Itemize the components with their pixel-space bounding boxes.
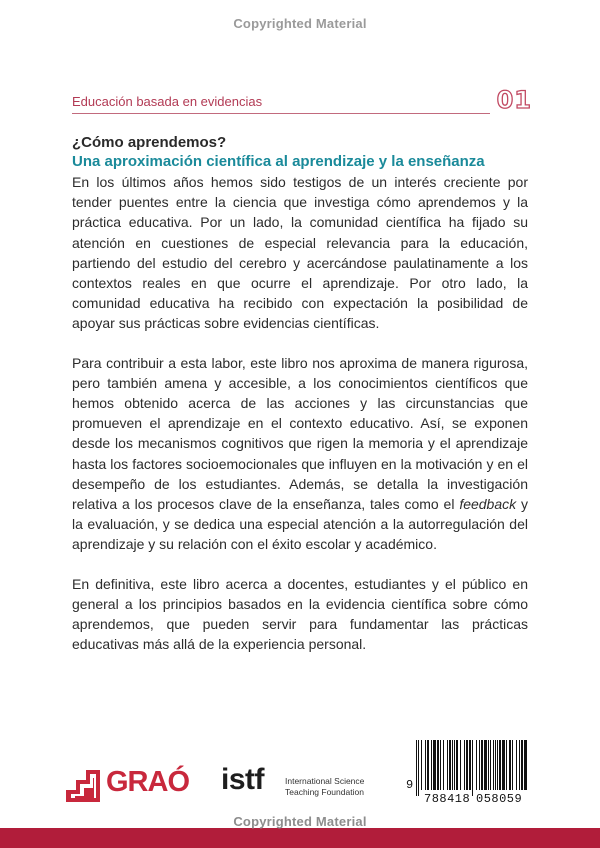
barcode-bar (427, 740, 429, 790)
barcode-bar (440, 740, 441, 790)
barcode-bar (460, 740, 461, 790)
barcode-bar (425, 740, 426, 790)
barcode-bar (464, 740, 465, 790)
barcode-bar (421, 740, 422, 790)
barcode-bar (437, 740, 439, 790)
barcode-bar (524, 740, 527, 790)
barcode-bar (509, 740, 511, 790)
barcode-bar (449, 740, 451, 790)
barcode-bar (519, 740, 520, 790)
header-divider (72, 113, 490, 114)
barcode-bar (490, 740, 491, 790)
paragraph-2 (72, 353, 528, 555)
barcode-bar (452, 740, 453, 790)
barcode-bar (456, 740, 458, 790)
footer-color-band (0, 828, 600, 848)
paragraph-2-part-b: y la evaluación, y se dedica una especial atención a la autorregulación del aprendizaje y su relación con el éxito escolar y académico. (72, 496, 528, 553)
isbn-group-1: 788418 (424, 792, 471, 806)
barcode-bar (497, 740, 498, 790)
grao-stairs-icon (66, 768, 102, 802)
istf-logo (221, 763, 371, 806)
isbn-lead-digit: 9 (406, 778, 414, 792)
barcode-bar (454, 740, 455, 790)
book-subtitle: Una aproximación científica al aprendizaje y la enseñanza (72, 153, 485, 170)
barcode-bar (469, 740, 471, 790)
volume-number: 01 (496, 86, 532, 114)
barcode-bar (493, 740, 494, 790)
istf-name-line-1: International Science (285, 776, 365, 786)
barcode-bar (499, 740, 501, 790)
barcode-bar (479, 740, 480, 790)
istf-name-line-2: Teaching Foundation (285, 787, 364, 797)
series-title: Educación basada en evidencias (72, 94, 263, 109)
barcode-bar (433, 740, 436, 790)
istf-full-name (285, 776, 375, 798)
isbn-barcode (406, 740, 532, 812)
barcode-bars (416, 740, 530, 796)
istf-short-name: istf (221, 763, 264, 796)
feedback-term: feedback (459, 496, 517, 513)
barcode-bar (488, 740, 489, 790)
barcode-bar (447, 740, 448, 790)
publisher-name: GRAÓ (106, 766, 189, 798)
isbn-group-2: 058059 (476, 792, 523, 806)
paragraph-2-part-a: Para contribuir a esta labor, este libro nos aproxima de manera rigurosa, pero también amena y accesible, a los conocimientos científicos que hemos obtenido acerca de las acciones y las circunstancias que promueven el aprendizaje en el contexto educativo. Así, se exponen desde los mecanismos cognitivos que rigen la memoria y el aprendizaje hasta los factores socioemocionales que influyen en la motivación y en el desempeño de los estudiantes. Además, se detalla la investigación relativa a los procesos clave de la enseñanza, tales como el (72, 354, 528, 513)
barcode-bar (418, 740, 419, 796)
barcode-bar (431, 740, 432, 790)
barcode-bar (512, 740, 513, 790)
grao-logo (66, 764, 189, 804)
barcode-bar (416, 740, 417, 796)
barcode-bar (506, 740, 507, 790)
barcode-bar (521, 740, 523, 790)
barcode-bar (443, 740, 444, 790)
paragraph-1: En los últimos años hemos sido testigos de un interés creciente por tender puentes entre la ciencia que investiga cómo aprendemos y la práctica educativa. Por un lado, la comunidad científica ha fijado su atención en cuestiones de especial relevancia para la educación, partiendo del estudio del cerebro y acercándose paulatinamente a los contextos reales en que ocurre el aprendizaje. Por otro lado, la comunidad educativa ha recibido con expectación la posibilidad de apoyar sus prácticas sobre evidencias científicas. (72, 174, 528, 332)
barcode-bar (484, 740, 487, 790)
barcode-bar (476, 740, 477, 790)
series-header (72, 86, 532, 114)
barcode-bar (502, 740, 505, 790)
copyright-watermark-bottom: Copyrighted Material (233, 814, 367, 829)
back-cover-text (72, 134, 528, 673)
barcode-bar (516, 740, 517, 790)
barcode-bar (481, 740, 483, 790)
barcode-bar (495, 740, 496, 790)
barcode-bar (466, 740, 468, 790)
copyright-watermark-top: Copyrighted Material (233, 16, 367, 31)
book-title: ¿Cómo aprendemos? (72, 134, 227, 151)
paragraph-3: En definitiva, este libro acerca a docentes, estudiantes y el público en general a los principios basados en la evidencia científica sobre cómo aprendemos, que pueden servir para fundamentar las prácticas educativas más allá de la experiencia personal. (72, 575, 528, 653)
barcode-bar (472, 740, 473, 796)
